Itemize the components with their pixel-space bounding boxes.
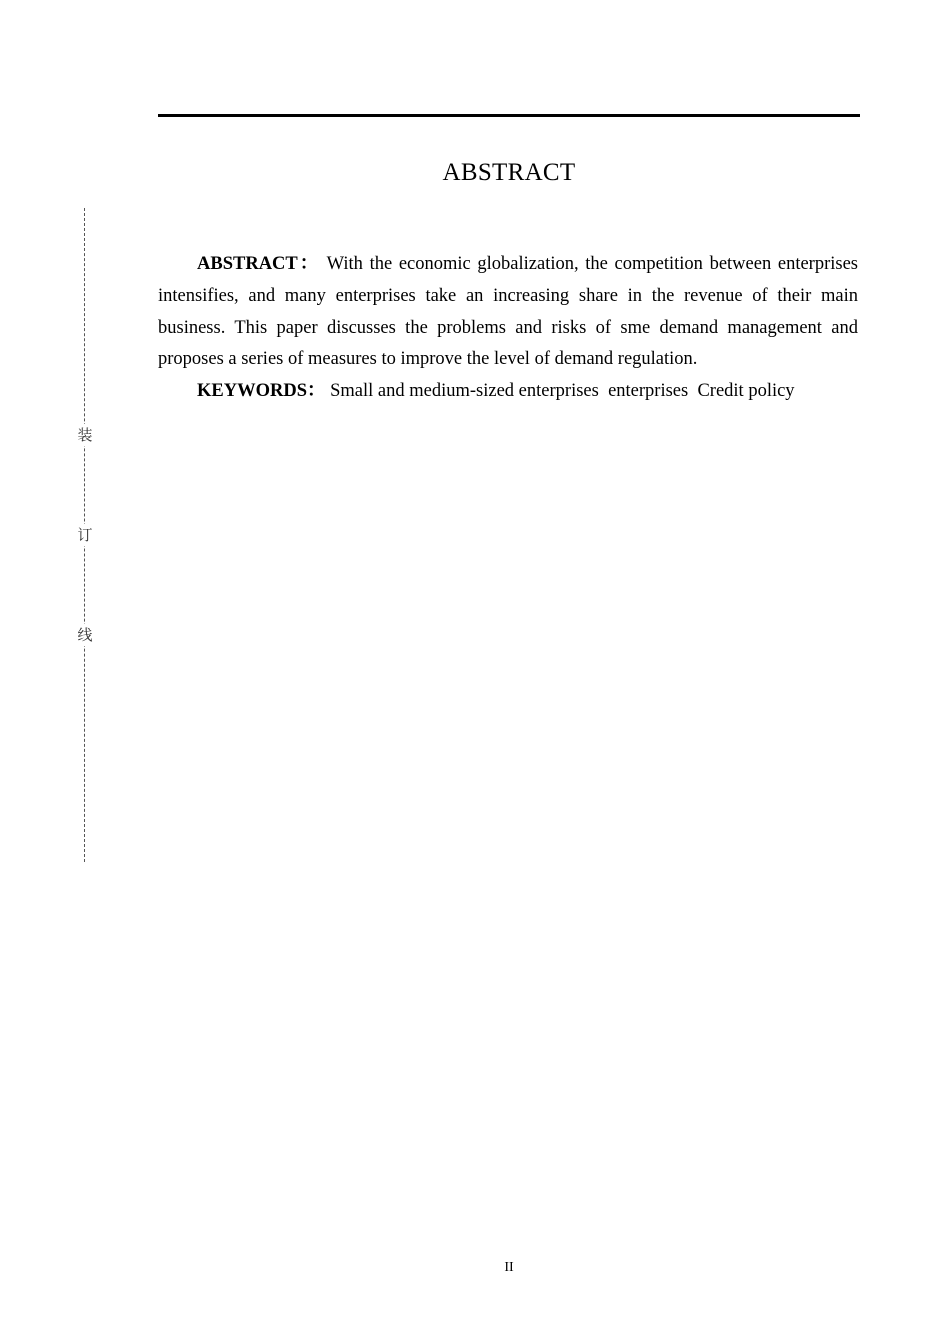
abstract-paragraph bbox=[158, 249, 858, 376]
abstract-text: With the economic globalization, the competition between enterprises intensifies, and many enterprises take an increasing share in the revenue of their main business. This paper discusses the problems and risks of sme demand management and proposes a series of measures to improve the level of demand regulation. bbox=[158, 254, 858, 370]
binding-char-xian: 线 bbox=[77, 626, 93, 644]
keywords-paragraph bbox=[158, 376, 858, 408]
abstract-section bbox=[158, 249, 858, 408]
page-title: ABSTRACT bbox=[442, 159, 576, 186]
header-rule bbox=[158, 114, 860, 117]
abstract-label: ABSTRACT： bbox=[197, 254, 321, 274]
binding-char-zhuang: 装 bbox=[77, 426, 93, 444]
keywords-text: Small and medium-sized enterprises enterprises Credit policy bbox=[330, 381, 795, 402]
page-number: II bbox=[504, 1260, 514, 1275]
keywords-label: KEYWORDS： bbox=[197, 381, 326, 402]
binding-char-ding: 订 bbox=[77, 526, 93, 544]
